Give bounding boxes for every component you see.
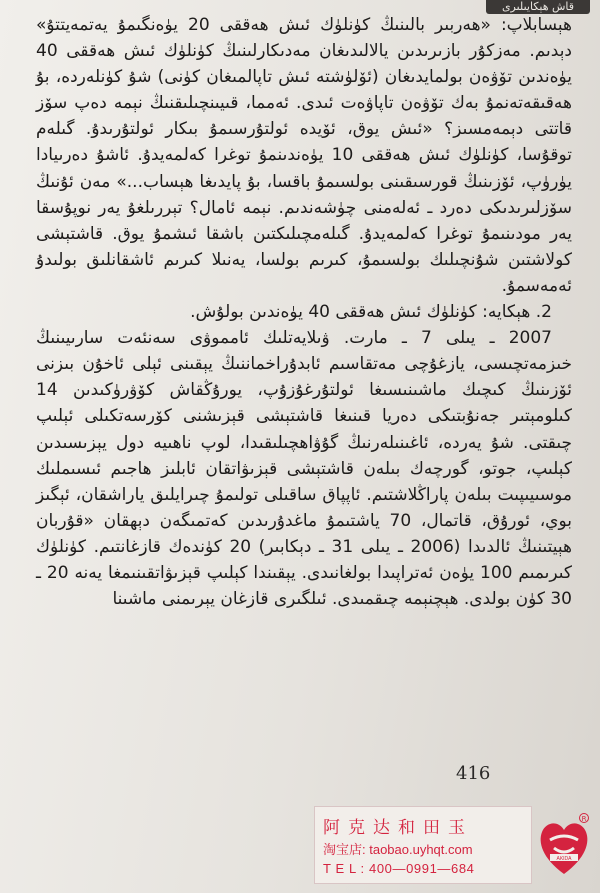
paragraph: ھېسابلاپ: «ھەربىر بالىنىڭ كۈنلۈك ئىش ھەققى 20 يۈەنگىمۇ يەتمەيتتۇ» دېدىم. مەزكۇر بازىرىدىن يالالىدىغان مەدىكارلىنىڭ كۈنلۈك ئىش ھەققى 40 يۈەندىن تۆۋەن بولمايدىغان (ئۆلۈشتە ئىش تاپالمىغان كۈنى) شۇ كۈنلەردە، بۇ ھەقىقەتەنمۇ بەك تۆۋەن تاپاۋەت ئىدى. ئەمما، قىيىنچىلىقنىڭ نېمە دەپ سۆز قاتتى دېمەمسىز؟ «ئىش يوق، ئۆيدە ئولتۇرسىمۇ بىكار ئولتۇرىدۇ. گىلەم توقۇسا، كۈنلۈك ئىش ھەققى 10 يۈەندىنمۇ توغرا كەلمەيدۇ. ئاشۇ دەرىيادا يۈرۈپ، ئۆزىنىڭ قورسىقىنى بولسىمۇ باقسا، بۇ پايدىغا ھېساب...» مەن ئۇنىڭ سۆزلىرىدىكى دەرد ـ ئەلەمنى چۈشەندىم. نېمە ئامال؟ تېررىلغۇ يەر نوپۇسقا يەر مودىنىمۇ توغرا كەلمەيدۇ. گىلەمچىلىكتىن باشقا ئىشمۇ يوق. قاشتېشى كولاشتىن شۇنچىلىك بولسىمۇ، كىرىم بولسا، يەنىلا كىرىم ئاشقانلىق بولىدۇ ئەمەسمۇ.	[36, 15, 572, 296]
shop-name: 阿克达和田玉	[323, 818, 473, 837]
paragraph: 2007 ـ يىلى 7 ـ مارت. ۋىلايەتلىك ئامموۋى سەنئەت سارىيىنىڭ خىزمەتچىسى، يازغۇچى مەتقاسىم ئابدۇراخماننىڭ يېقىنى ئېلى ئاخۇن بىزنى ئۆزىنىڭ كىچىك ماشىنىسىغا ئولتۇرغۇزۇپ، يورۇڭقاش كۆۋرۈكىدىن 14 كىلومېتىر جەنۇبتىكى دەريا قىنىغا قاشتېشى قېزىشنى كۆرسەتكىلى ئېلىپ چىقتى. شۇ يەردە، ئاغىنىلەرنىڭ گۇۋاھچىلىقىدا، لوپ ناھىيە دول يېزىسىدىن كېلىپ، جوتو، گورچەك بىلەن قاشتېشى قېزىۋاتقان ئابلىز ھاجىم ئىسىملىك موسىيىپىت بىلەن پاراڭلاشتىم. ئاپپاق ساقىلى تولىمۇ چىرايلىق ياراشقان، ئېگىز بوي، ئورۇق، قاتمال، 70 ياشتىمۇ ماغدۇرىدىن كەتمىگەن دېھقان «قۇربان ھېيتىنىڭ ئالدىدا (2006 ـ يىلى 31 ـ دېكابىر) 20 كۈندەك قازغانتىم. كۈنلۈك كىرىمىم 100 يۈەن ئەتراپىدا بولغانىدى. يېقىندا كېلىپ قېزىۋاتقىنىمغا يەنە 20 ـ 30 كۈن بولدى. ھېچنېمە چىقمىدى. ئىلگىرى قازغان يېرىمنى ماشىنا	[36, 328, 573, 610]
page-number: 416	[456, 763, 491, 784]
shop-website: 淘宝店: taobao.uyhqt.com	[323, 842, 473, 857]
shop-watermark	[314, 806, 532, 884]
running-head: قاش ھېكايىلىرى	[486, 0, 590, 14]
story-heading: 2. ھېكايە: كۈنلۈك ئىش ھەققى 40 يۈەندىن بولۇش.	[190, 302, 552, 323]
svg-text:R: R	[581, 815, 587, 823]
shop-telephone: T E L : 400—0991—684	[323, 861, 475, 876]
brand-logo-icon	[536, 812, 592, 880]
body-text	[36, 12, 572, 612]
svg-text:AKIDA: AKIDA	[556, 856, 572, 862]
